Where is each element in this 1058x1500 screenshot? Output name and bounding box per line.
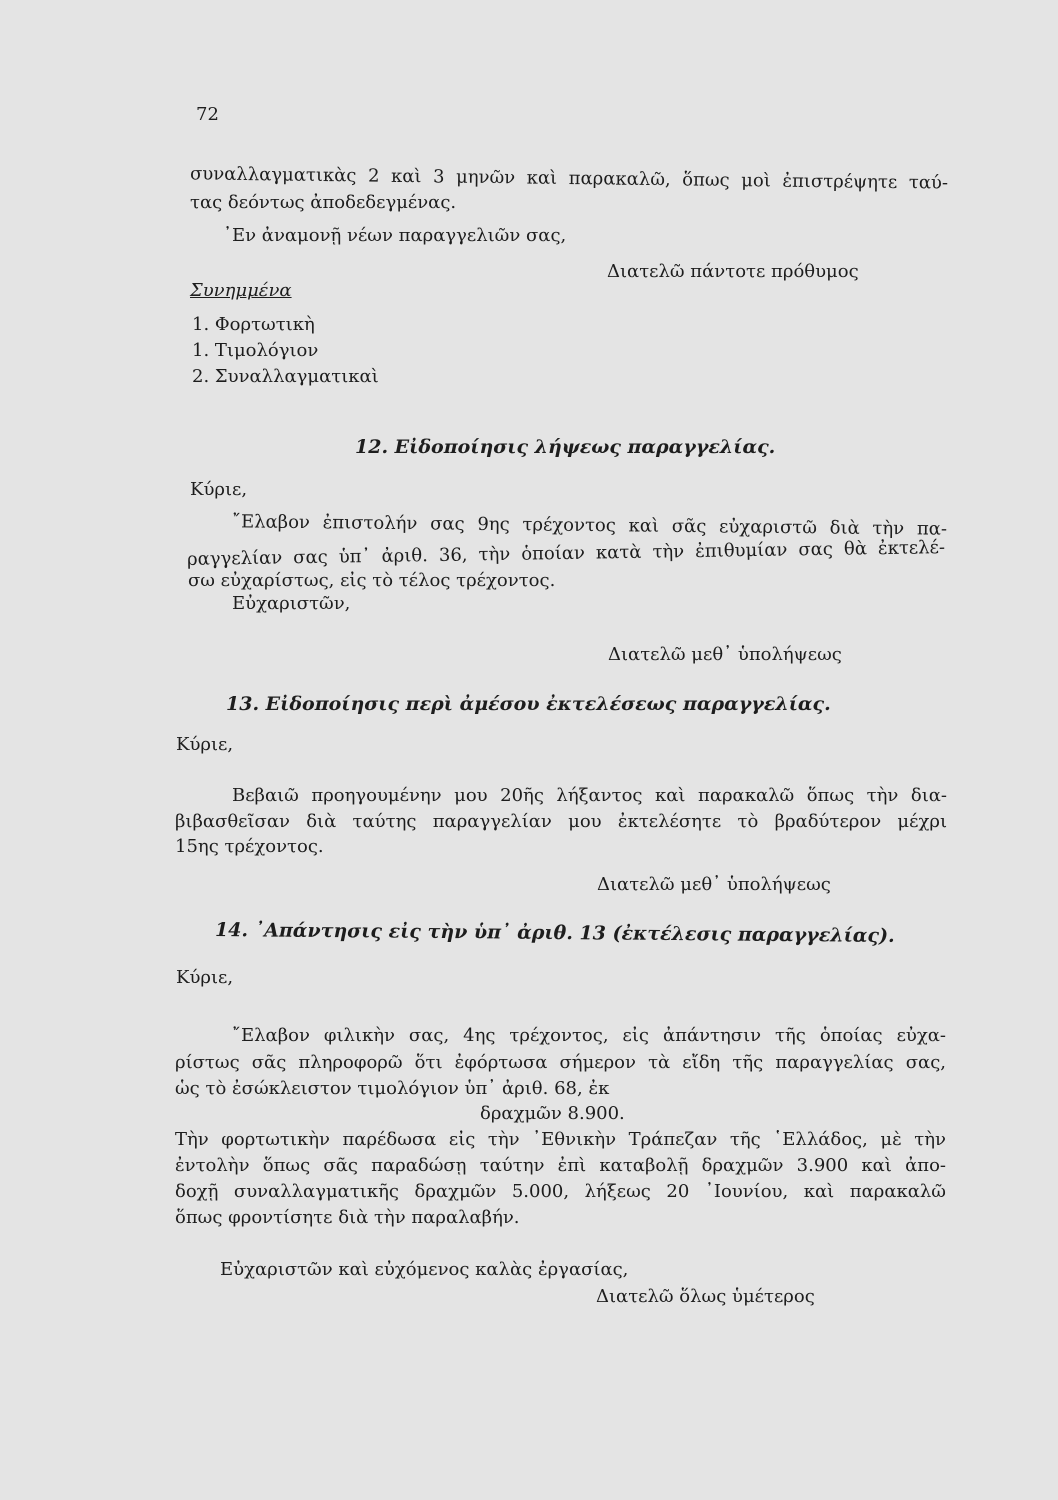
closing: Διατελῶ μεθ᾿ ὑπολήψεως — [608, 644, 842, 665]
body-line: σω εὐχαρίστως, εἰς τὸ τέλος τρέχοντος. — [188, 570, 556, 591]
closing: Διατελῶ ὅλως ὑμέτερος — [596, 1286, 815, 1307]
closing: Διατελῶ πάντοτε πρόθυμος — [607, 261, 859, 282]
attachment-item: 2. Συναλλαγματικαὶ — [192, 366, 379, 387]
section-heading: 12. Εἰδοποίησις λήψεως παραγγελίας. — [355, 436, 776, 458]
body-line: Τὴν φορτωτικὴν παρέδωσα εἰς τὴν ᾿Εθνικὴν Τράπεζαν τῆς ῾Ελλάδος, μὲ τὴν — [175, 1129, 946, 1150]
body-line: ραγγελίαν σας ὑπ᾿ ἀριθ. 36, τὴν ὁποίαν κατὰ τὴν ἐπιθυμίαν σας θὰ ἐκτελέ- — [186, 537, 946, 570]
body-line: ἐντολὴν ὅπως σᾶς παραδώσῃ ταύτην ἐπὶ καταβολῇ δραχμῶν 3.900 καὶ ἀπο- — [175, 1155, 946, 1176]
attachment-item: 1. Φορτωτικὴ — [192, 314, 315, 335]
closing: Διατελῶ μεθ᾿ ὑπολήψεως — [597, 874, 831, 895]
page-number: 72 — [196, 104, 219, 125]
body-line: δραχμῶν 8.900. — [480, 1103, 625, 1124]
body-line: ὅπως φροντίσητε διὰ τὴν παραλαβήν. — [175, 1207, 520, 1228]
attachment-item: 1. Τιμολόγιον — [192, 340, 319, 361]
body-line: τας δεόντως ἀποδεδεγμένας. — [190, 192, 457, 213]
salutation: Κύριε, — [190, 479, 248, 500]
body-line: ᾿Εν ἀναμονῇ νέων παραγγελιῶν σας, — [223, 225, 567, 246]
body-line: ρίστως σᾶς πληροφορῶ ὅτι ἐφόρτωσα σήμερον τὰ εἴδη τῆς παραγγελίας σας, — [175, 1052, 946, 1073]
body-line: συναλλαγματικὰς 2 καὶ 3 μηνῶν καὶ παρακαλῶ, ὅπως μοὶ ἐπιστρέψητε ταύ- — [189, 163, 949, 194]
body-line: Βεβαιῶ προηγουμένην μου 20ῆς λήξαντος καὶ παρακαλῶ ὅπως τὴν δια- — [232, 785, 947, 806]
salutation: Κύριε, — [176, 967, 234, 988]
salutation: Κύριε, — [176, 734, 234, 755]
body-line: 15ης τρέχοντος. — [175, 836, 324, 857]
body-line: ῎Ελαβον ἐπιστολήν σας 9ης τρέχοντος καὶ σᾶς εὐχαριστῶ διὰ τὴν πα- — [231, 511, 948, 540]
section-heading: 13. Εἰδοποίησις περὶ ἀμέσου ἐκτελέσεως παραγγελίας. — [226, 693, 831, 715]
body-line: βιβασθεῖσαν διὰ ταύτης παραγγελίαν μου ἐκτελέσητε τὸ βραδύτερον μέχρι — [175, 811, 947, 832]
body-line: ὡς τὸ ἐσώκλειστον τιμολόγιον ὑπ᾿ ἀριθ. 68, ἐκ — [175, 1078, 610, 1099]
body-line: Εὐχαριστῶν, — [232, 593, 351, 614]
section-heading: 14. ᾿Απάντησις εἰς τὴν ὑπ᾿ ἀριθ. 13 (ἐκτέλεσις παραγγελίας). — [214, 919, 895, 947]
body-line: δοχῇ συναλλαγματικῆς δραχμῶν 5.000, λήξεως 20 ᾿Ιουνίου, καὶ παρακαλῶ — [175, 1181, 946, 1202]
body-line: ῎Ελαβον φιλικὴν σας, 4ης τρέχοντος, εἰς ἀπάντησιν τῆς ὁποίας εὐχα- — [232, 1025, 946, 1046]
body-line: Εὐχαριστῶν καὶ εὐχόμενος καλὰς ἐργασίας, — [220, 1259, 629, 1280]
attachments-title: Συνημμένα — [190, 280, 292, 301]
